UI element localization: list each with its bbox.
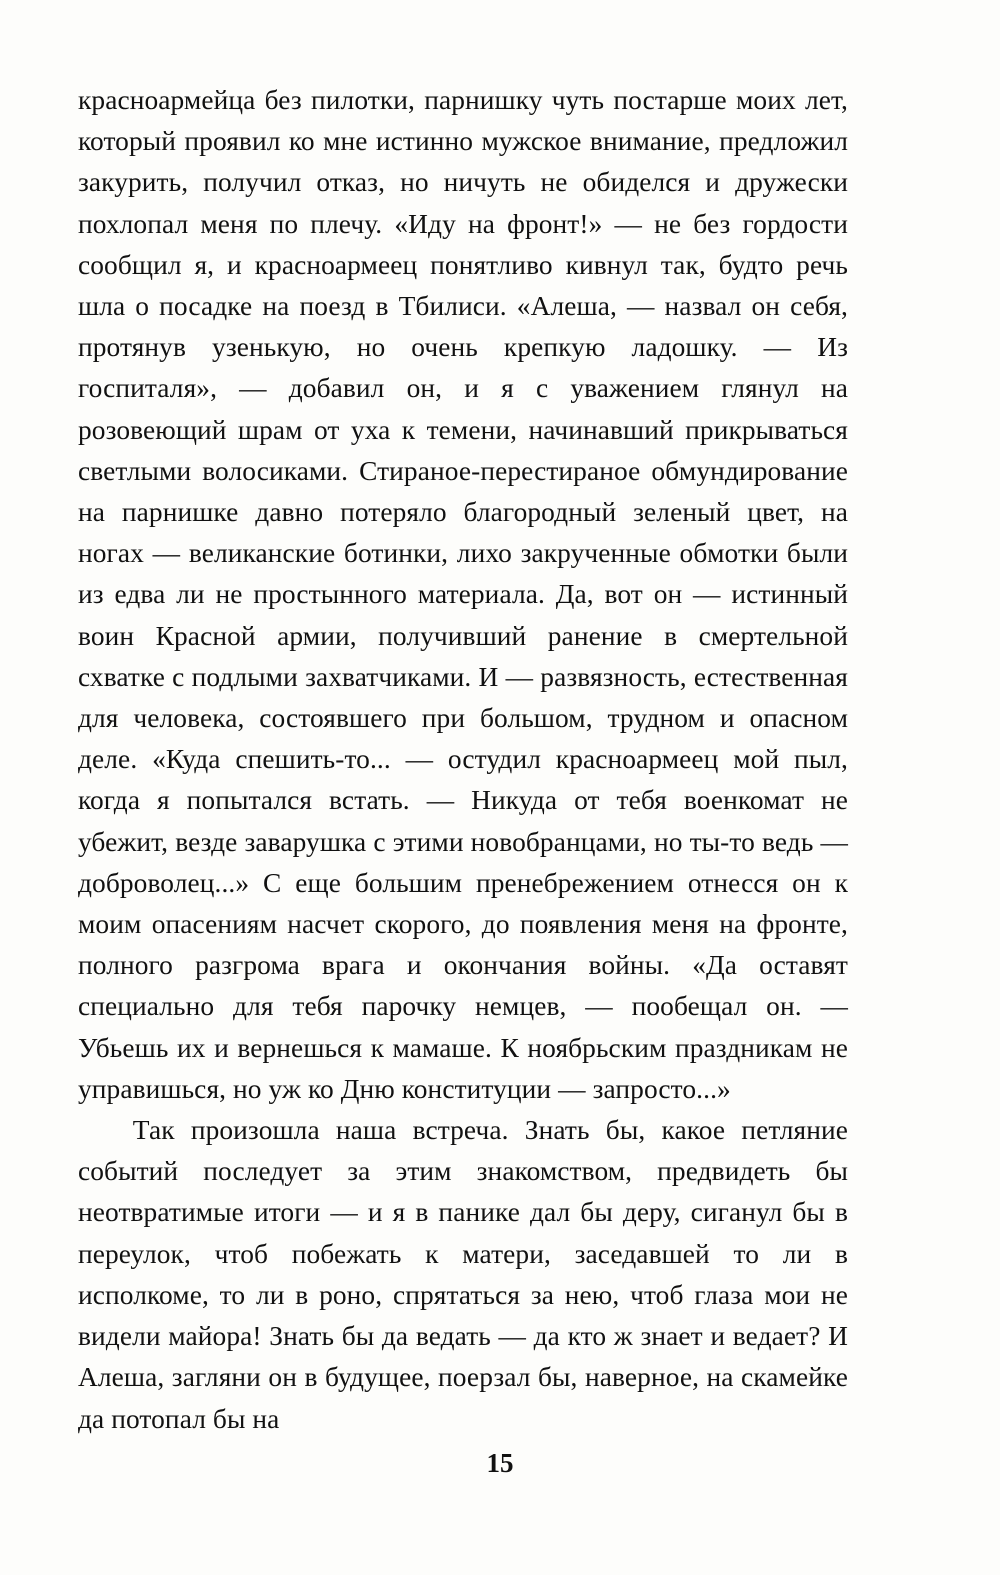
paragraph-2: Так произошла наша встреча. Знать бы, какое петляние событий последует за этим знакомством, предвидеть бы неотвратимые итоги — и я в панике дал бы деру, сиганул бы в переулок, чтоб побежать к матери, заседавшей то ли в исполкоме, то ли в роно, спрятаться за нею, чтоб глаза мои не видели майора! Знать бы да ведать — да кто ж знает и ведает? И Алеша, загляни он в будущее, поерзал бы, наверное, на скамейке да потопал бы на — [78, 1115, 848, 1434]
body-text-column — [78, 80, 848, 1440]
page-number: 15 — [486, 1448, 514, 1478]
paragraph-1: красноармейца без пилотки, парнишку чуть постарше моих лет, который проявил ко мне истинно мужское внимание, предложил закурить, получил отказ, но ничуть не обиделся и дружески похлопал меня по плечу. «Иду на фронт!» — не без гордости сообщил я, и красноармеец понятливо кивнул так, будто речь шла о посадке на поезд в Тбилиси. «Алеша, — назвал он себя, протянув узенькую, но очень крепкую ладошку. — Из госпиталя», — добавил он, и я с уважением глянул на розовеющий шрам от уха к темени, начинавший прикрываться светлыми волосиками. Стираное-перестираное обмундирование на парнишке давно потеряло благородный зеленый цвет, на ногах — великанские ботинки, лихо закрученные обмотки были из едва ли не простынного материала. Да, вот он — истинный воин Красной армии, получивший ранение в смертельной схватке с подлыми захватчиками. И — развязность, естественная для человека, состоявшего при большом, трудном и опасном деле. «Куда спешить-то... — остудил красноармеец мой пыл, когда я попытался встать. — Никуда от тебя военкомат не убежит, везде заварушка с этими новобранцами, но ты-то ведь — доброволец...» С еще большим пренебрежением отнесся он к моим опасениям насчет скорого, до появления меня на фронте, полного разгрома врага и окончания войны. «Да оставят специально для тебя парочку немцев, — пообещал он. — Убьешь их и вернешься к мамаше. К ноябрьским праздникам не управишься, но уж ко Дню конституции — запросто...» — [78, 85, 848, 1104]
